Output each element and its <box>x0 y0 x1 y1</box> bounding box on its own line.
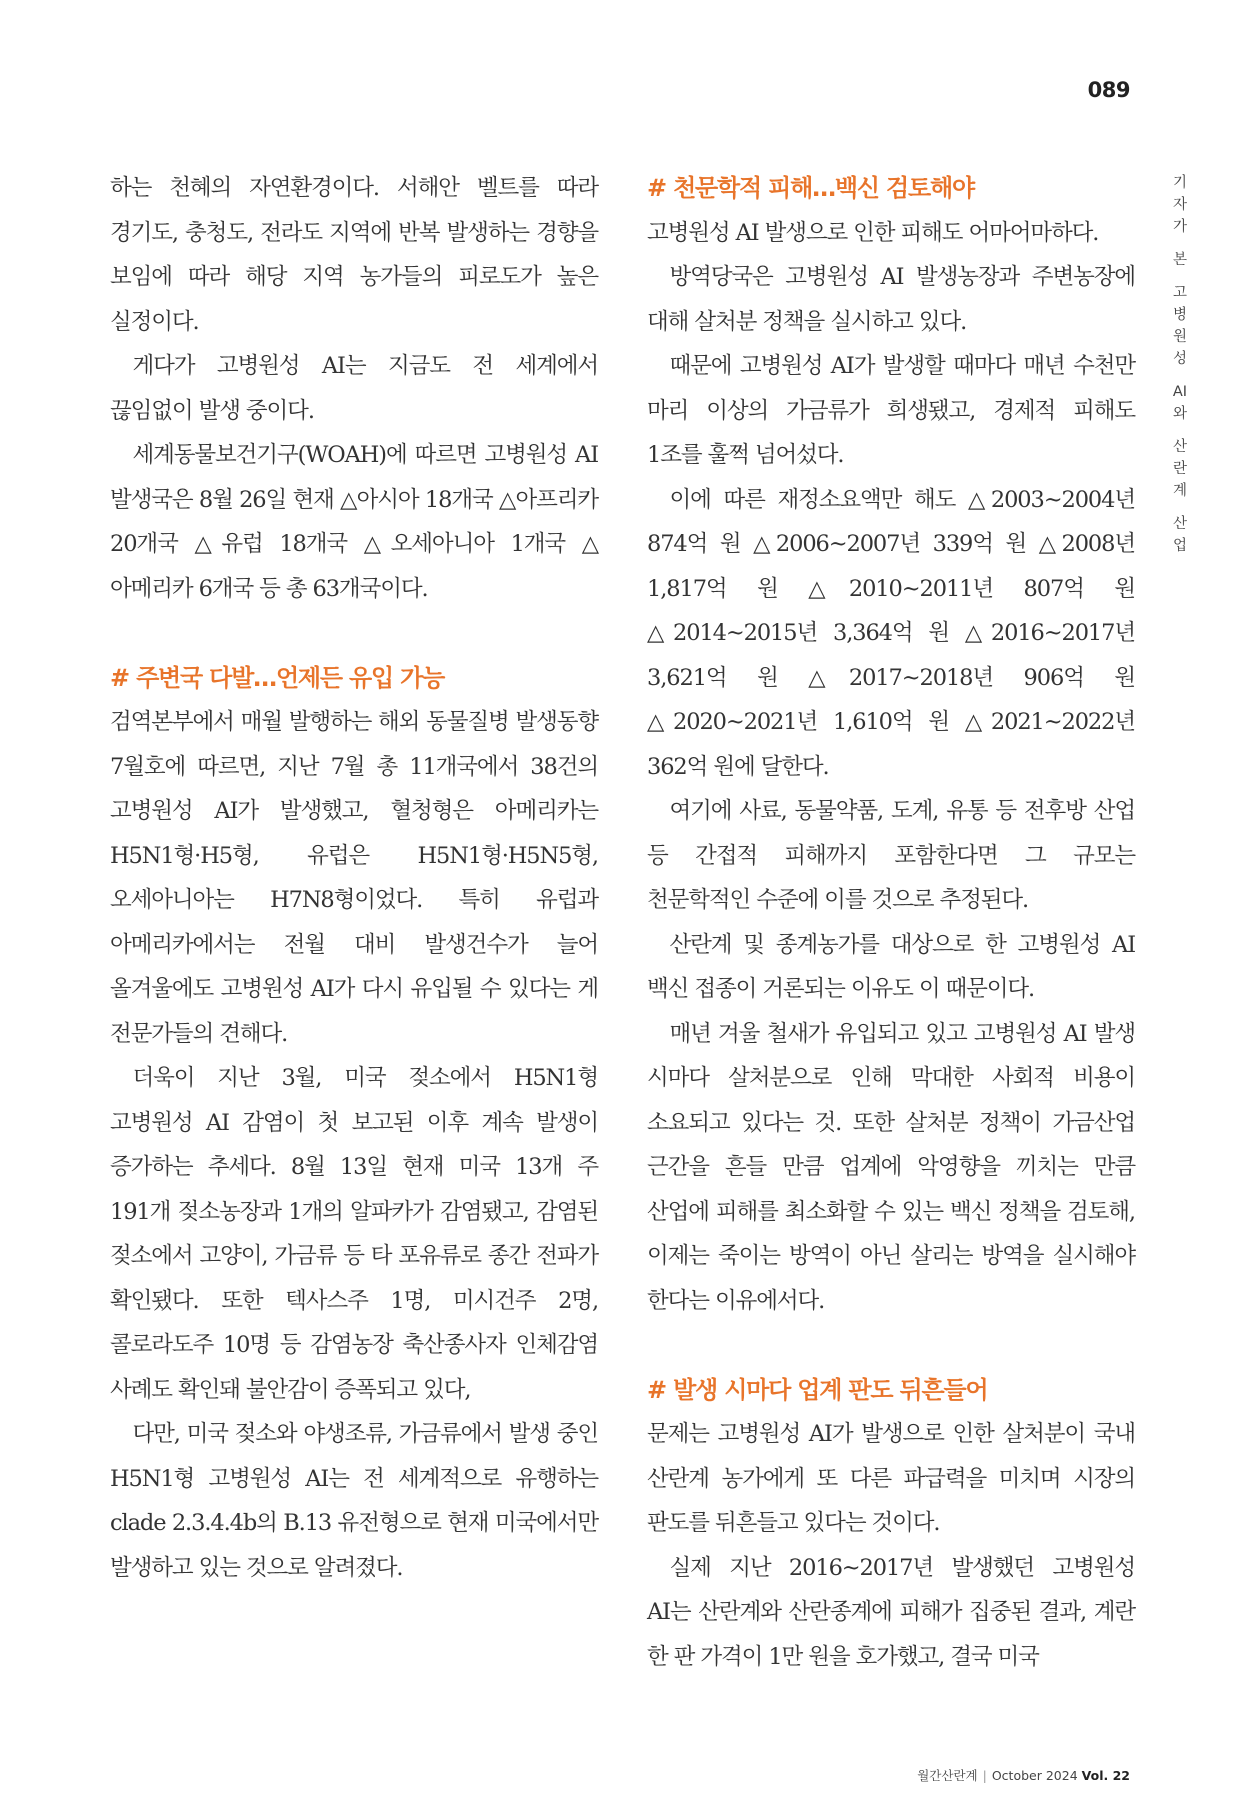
section-neighbors-paragraph-1: 검역본부에서 매월 발행하는 해외 동물질병 발생동향 7월호에 따르면, 지난 7월 총 11개국에서 38건의 고병원성 AI가 발생했고, 혈청형은 아메리카는 H5N1형·H5형, 유럽은 H5N1형·H5N5형, 오세아니아는 H7N8형이었다. 특히 유럽과 아메리카에서는 전월 대비 발생건수가 늘어 올겨울에도 고병원성 AI가 다시 유입될 수 있다는 게 전문가들의 견해다. <box>110 709 598 1047</box>
section-damage-paragraph-3: 때문에 고병원성 AI가 발생할 때마다 매년 수천만 마리 이상의 가금류가 희생됐고, 경제적 피해도 1조를 훌쩍 넘어섰다. <box>647 353 1135 468</box>
section-damage-paragraph-6: 산란계 및 종계농가를 대상으로 한 고병원성 AI 백신 접종이 거론되는 이유도 이 때문이다. <box>647 931 1135 1002</box>
side-label-char: 란 <box>1172 461 1187 477</box>
intro-paragraph-3: 세계동물보건기구(WOAH)에 따르면 고병원성 AI 발생국은 8월 26일 현재 △아시아 18개국 △아프리카 20개국 △유럽 18개국 △오세아니아 1개국 △아메리카 6개국 등 총 63개국이다. <box>110 442 598 602</box>
side-label-char: 원 <box>1172 329 1187 345</box>
section-damage-paragraph-4: 이에 따른 재정소요액만 해도 △2003~2004년 874억 원 △2006~2007년 339억 원 △2008년 1,817억 원 △2010~2011년 807억 원 △2014~2015년 3,364억 원 △2016~2017년 3,621억 원 △2017~2018년 906억 원 △2020~2021년 1,610억 원 △2021~2022년 362억 원에 달한다. <box>647 486 1135 780</box>
side-label-gap <box>1166 271 1194 282</box>
section-heading-damage: # 천문학적 피해…백신 검토해야 <box>647 174 974 202</box>
intro-paragraph-2: 게다가 고병원성 AI는 지금도 전 세계에서 끊임없이 발생 중이다. <box>110 353 598 424</box>
section-damage-paragraph-5: 여기에 사료, 동물약품, 도계, 유통 등 전후방 산업 등 간접적 피해까지 포함한다면 그 규모는 천문학적인 수준에 이를 것으로 추정된다. <box>647 798 1135 913</box>
side-label-char: 계 <box>1172 483 1187 499</box>
magazine-name: 월간산란계 <box>917 1768 978 1783</box>
section-heading-neighbors: # 주변국 다발…언제든 유입 가능 <box>110 663 445 692</box>
side-label-char: 병 <box>1172 307 1187 323</box>
left-column <box>110 166 598 1590</box>
section-market-paragraph-1: 문제는 고병원성 AI가 발생으로 인한 살처분이 국내 산란계 농가에게 또 다른 파급력을 미치며 시장의 판도를 뒤흔들고 있다는 것이다. <box>647 1421 1135 1536</box>
side-label-char: 와 <box>1172 406 1187 422</box>
page-number: 089 <box>1087 78 1130 102</box>
section-market-paragraph-2: 실제 지난 2016~2017년 발생했던 고병원성 AI는 산란계와 산란종계에 피해가 집중된 결과, 계란 한 판 가격이 1만 원을 호가했고, 결국 미국 <box>647 1554 1135 1670</box>
volume-number: Vol. 22 <box>1081 1768 1130 1783</box>
side-label-char: 가 <box>1172 219 1187 235</box>
issue-date: October 2024 <box>991 1768 1078 1783</box>
side-label-char: 고 <box>1172 285 1187 301</box>
section-neighbors-paragraph-2: 더욱이 지난 3월, 미국 젖소에서 H5N1형 고병원성 AI 감염이 첫 보고된 이후 계속 발생이 증가하는 추세다. 8월 13일 현재 미국 13개 주 191개 젖소농장과 1개의 알파카가 감염됐고, 감염된 젖소에서 고양이, 가금류 등 타 포유류로 종간 전파가 확인됐다. 또한 텍사스주 1명, 미시건주 2명, 콜로라도주 10명 등 감염농장 축산종사자 인체감염 사례도 확인돼 불안감이 증폭되고 있다, <box>110 1065 598 1403</box>
side-label-char: 업 <box>1172 538 1187 554</box>
section-damage-paragraph-7: 매년 겨울 철새가 유입되고 있고 고병원성 AI 발생 시마다 살처분으로 인해 막대한 사회적 비용이 소요되고 있다는 것. 또한 살처분 정책이 가금산업 근간을 흔들 만큼 업계에 악영향을 끼치는 만큼 산업에 피해를 최소화할 수 있는 백신 정책을 검토해, 이제는 죽이는 방역이 아닌 살리는 방역을 실시해야 한다는 이유에서다. <box>647 1020 1135 1314</box>
side-label-gap <box>1166 370 1194 381</box>
section-damage-paragraph-1: 고병원성 AI 발생으로 인한 피해도 어마어마하다. <box>647 219 1099 246</box>
section-heading-market: # 발생 시마다 업계 판도 뒤흔들어 <box>647 1375 988 1404</box>
side-label-char: AI <box>1172 384 1188 400</box>
side-label-char: 성 <box>1172 351 1187 367</box>
vertical-section-label <box>1166 172 1194 557</box>
side-label-char: 본 <box>1172 252 1187 268</box>
intro-paragraph-1: 하는 천혜의 자연환경이다. 서해안 벨트를 따라 경기도, 충청도, 전라도 지역에 반복 발생하는 경향을 보임에 따라 해당 지역 농가들의 피로도가 높은 실정이다. <box>110 175 598 335</box>
side-label-gap <box>1166 238 1194 249</box>
side-label-char: 자 <box>1172 197 1187 213</box>
page-footer <box>760 1766 1130 1784</box>
right-column <box>647 166 1135 1679</box>
side-label-char: 산 <box>1172 516 1187 532</box>
section-neighbors-paragraph-3: 다만, 미국 젖소와 야생조류, 가금류에서 발생 중인 H5N1형 고병원성 AI는 전 세계적으로 유행하는 clade 2.3.4.4b의 B.13 유전형으로 현재 미국에서만 발생하고 있는 것으로 알려졌다. <box>110 1421 598 1581</box>
side-label-char: 산 <box>1172 439 1187 455</box>
footer-separator: | <box>982 1768 987 1783</box>
side-label-gap <box>1166 425 1194 436</box>
side-label-char: 기 <box>1172 175 1187 191</box>
side-label-gap <box>1166 502 1194 513</box>
section-damage-paragraph-2: 방역당국은 고병원성 AI 발생농장과 주변농장에 대해 살처분 정책을 실시하고 있다. <box>647 264 1135 335</box>
